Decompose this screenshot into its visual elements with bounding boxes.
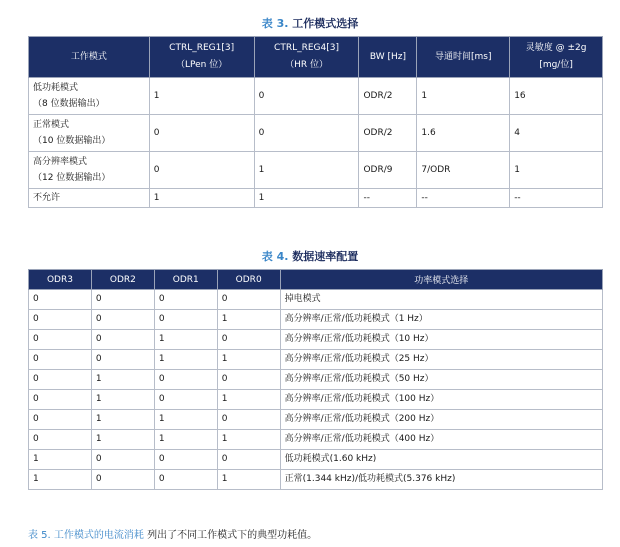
table-cell: 0: [154, 470, 217, 490]
table-cell: 1: [254, 189, 359, 208]
table-row: [29, 350, 603, 370]
table-header-row: [29, 37, 603, 78]
mode-cell: 高分辨率模式 （12 位数据输出）: [29, 152, 150, 189]
table-cell: ODR/2: [359, 78, 417, 115]
table-cell: 高分辨率/正常/低功耗模式（200 Hz）: [280, 410, 602, 430]
table-cell: 0: [154, 370, 217, 390]
table-row: [29, 189, 603, 208]
table-cell: 1: [510, 152, 603, 189]
table-row: [29, 152, 603, 189]
table-cell: 0: [217, 290, 280, 310]
header-odr0: ODR0: [217, 270, 280, 290]
header-odr2: ODR2: [91, 270, 154, 290]
table-cell: 1: [154, 330, 217, 350]
table-cell: 1: [91, 430, 154, 450]
table-row: [29, 390, 603, 410]
table-cell: 0: [29, 350, 92, 370]
header-bw: BW [Hz]: [359, 37, 417, 78]
table-cell: 高分辨率/正常/低功耗模式（400 Hz）: [280, 430, 602, 450]
table-cell: 正常(1.344 kHz)/低功耗模式(5.376 kHz): [280, 470, 602, 490]
table-cell: 高分辨率/正常/低功耗模式（1 Hz）: [280, 310, 602, 330]
table-cell: 0: [217, 410, 280, 430]
header-ctrl-reg4: CTRL_REG4[3] （HR 位）: [254, 37, 359, 78]
mode-cell: 正常模式 （10 位数据输出）: [29, 115, 150, 152]
table-cell: 1: [154, 430, 217, 450]
table-cell: 7/ODR: [417, 152, 510, 189]
table-row: [29, 290, 603, 310]
table-cell: 0: [154, 290, 217, 310]
header-mode: 工作模式: [29, 37, 150, 78]
table-row: [29, 410, 603, 430]
table-cell: 4: [510, 115, 603, 152]
data-rate-table: [28, 269, 603, 490]
table-cell: 0: [29, 310, 92, 330]
table-cell: 1: [217, 390, 280, 410]
table-cell: 0: [154, 390, 217, 410]
table-cell: 16: [510, 78, 603, 115]
table-cell: 0: [29, 370, 92, 390]
table-cell: 0: [149, 152, 254, 189]
operating-mode-table: [28, 36, 603, 208]
footnote-text: 列出了不同工作模式下的典型功耗值。: [143, 530, 318, 541]
table-row: [29, 115, 603, 152]
header-sensitivity: 灵敏度 @ ±2g [mg/位]: [510, 37, 603, 78]
table-cell: 1: [417, 78, 510, 115]
table-cell: 0: [91, 330, 154, 350]
table-cell: 1: [217, 310, 280, 330]
mode-cell: 不允许: [29, 189, 150, 208]
header-ctrl-reg1: CTRL_REG1[3] （LPen 位）: [149, 37, 254, 78]
table-cell: 1: [149, 189, 254, 208]
table-row: [29, 330, 603, 350]
table-cell: 0: [29, 410, 92, 430]
table-cell: 掉电模式: [280, 290, 602, 310]
table4-caption: [0, 248, 620, 264]
table-header-row: [29, 270, 603, 290]
table-row: [29, 450, 603, 470]
table-cell: 0: [29, 430, 92, 450]
table-cell: 1: [254, 152, 359, 189]
table-cell: --: [359, 189, 417, 208]
table-cell: 0: [217, 370, 280, 390]
table-cell: 0: [217, 330, 280, 350]
table4-caption-title: 数据速率配置: [292, 250, 359, 263]
table-cell: 1: [91, 370, 154, 390]
table3-caption: [0, 15, 620, 31]
table-cell: 高分辨率/正常/低功耗模式（10 Hz）: [280, 330, 602, 350]
header-turn-on-time: 导通时间[ms]: [417, 37, 510, 78]
table-row: [29, 78, 603, 115]
table-cell: 1.6: [417, 115, 510, 152]
table4-caption-number: 表 4.: [261, 250, 289, 263]
header-odr1: ODR1: [154, 270, 217, 290]
table-cell: 0: [91, 290, 154, 310]
table-cell: 1: [91, 390, 154, 410]
footnote-link[interactable]: 表 5. 工作模式的电流消耗: [28, 530, 144, 541]
table-cell: 1: [217, 430, 280, 450]
table-cell: 0: [91, 450, 154, 470]
table-cell: 1: [29, 450, 92, 470]
table-cell: 0: [91, 350, 154, 370]
table-cell: 0: [29, 330, 92, 350]
table-cell: 1: [29, 470, 92, 490]
table-cell: 0: [154, 310, 217, 330]
table-row: [29, 430, 603, 450]
table-cell: 1: [91, 410, 154, 430]
header-power-mode: 功率模式选择: [280, 270, 602, 290]
header-odr3: ODR3: [29, 270, 92, 290]
table-row: [29, 470, 603, 490]
table-cell: 0: [91, 310, 154, 330]
table-cell: 0: [254, 78, 359, 115]
table-cell: ODR/2: [359, 115, 417, 152]
mode-cell: 低功耗模式 （8 位数据输出）: [29, 78, 150, 115]
table-cell: --: [510, 189, 603, 208]
table-cell: 0: [149, 115, 254, 152]
table-cell: 1: [217, 470, 280, 490]
table-row: [29, 310, 603, 330]
table-cell: 0: [154, 450, 217, 470]
table-cell: 0: [254, 115, 359, 152]
table-cell: 1: [154, 350, 217, 370]
table-cell: ODR/9: [359, 152, 417, 189]
table-cell: --: [417, 189, 510, 208]
table-row: [29, 370, 603, 390]
table3-caption-number: 表 3.: [261, 17, 289, 30]
table-cell: 高分辨率/正常/低功耗模式（25 Hz）: [280, 350, 602, 370]
table-cell: 1: [217, 350, 280, 370]
table-cell: 0: [29, 390, 92, 410]
table-cell: 0: [91, 470, 154, 490]
footnote: [28, 526, 317, 541]
table-cell: 0: [29, 290, 92, 310]
table-cell: 高分辨率/正常/低功耗模式（100 Hz）: [280, 390, 602, 410]
table-cell: 高分辨率/正常/低功耗模式（50 Hz）: [280, 370, 602, 390]
table-cell: 1: [149, 78, 254, 115]
table3-caption-title: 工作模式选择: [292, 17, 359, 30]
table-cell: 0: [217, 450, 280, 470]
table-cell: 低功耗模式(1.60 kHz): [280, 450, 602, 470]
table-cell: 1: [154, 410, 217, 430]
